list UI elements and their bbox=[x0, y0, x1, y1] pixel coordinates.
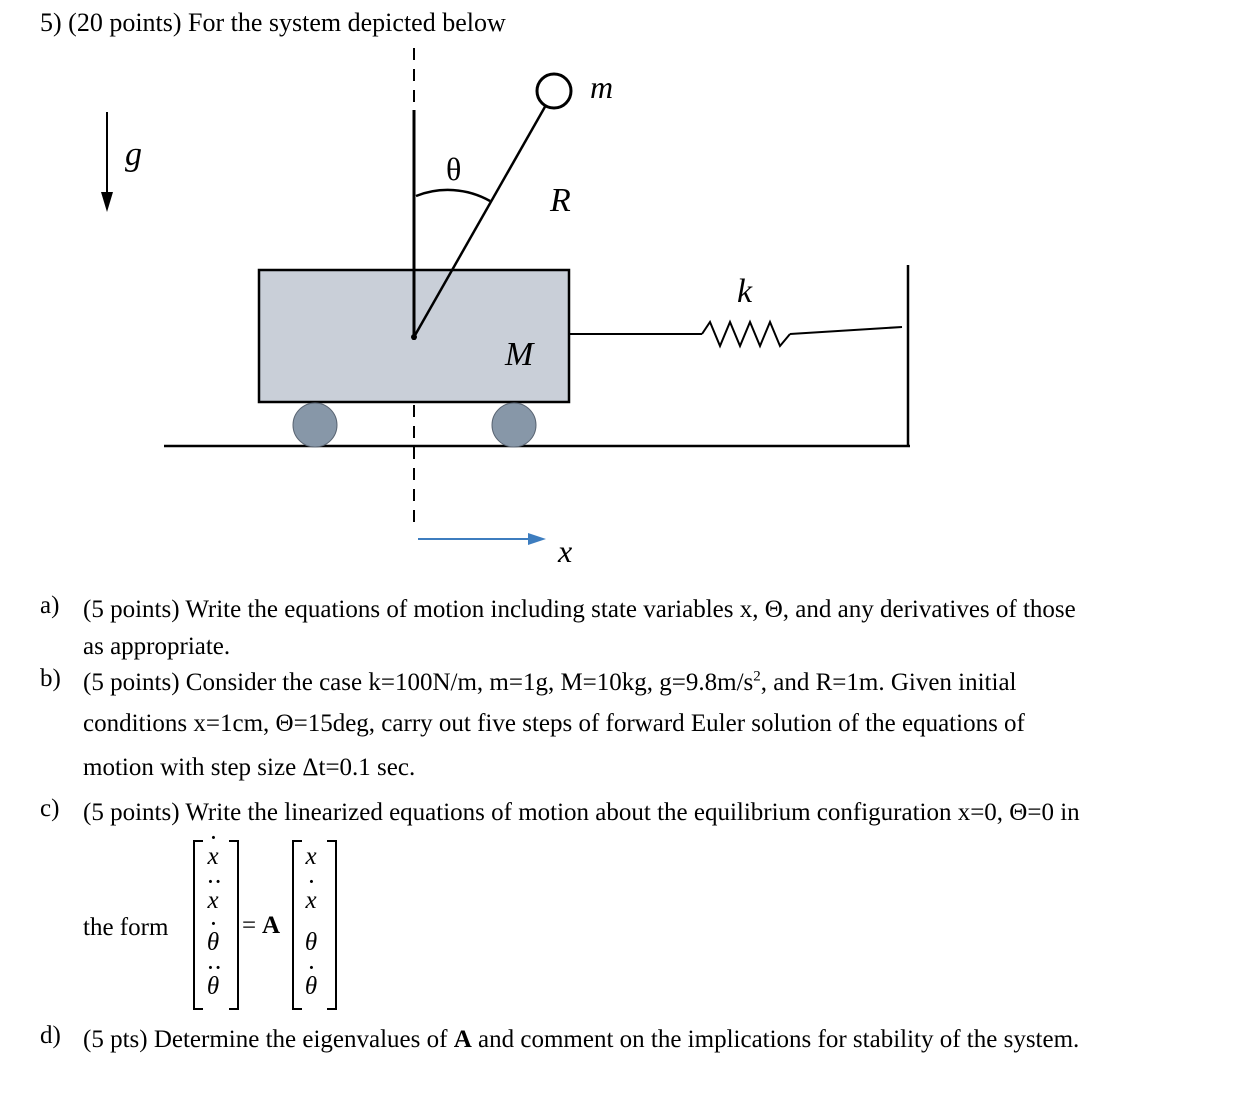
cart-mass-label: M bbox=[505, 336, 534, 373]
pendulum-mass bbox=[537, 74, 571, 108]
part-a-line1: (5 points) Write the equations of motion including state variables x, Θ, and any derivatives of those bbox=[83, 596, 1076, 623]
part-c-line1: (5 points) Write the linearized equations of motion about the equilibrium configuration x=0, Θ=0 in bbox=[83, 799, 1080, 826]
gravity-arrow bbox=[101, 112, 113, 212]
part-b-line1: (5 points) Consider the case k=100N/m, m=1g, M=10kg, $g=9.8m/s^2$, and R=1m. Given initial bbox=[83, 668, 1017, 696]
part-b-line3: motion with step size Δt=0.1 sec. bbox=[83, 754, 416, 781]
equals-sign: = bbox=[242, 912, 257, 939]
problem-heading: 5) (20 points) For the system depicted below bbox=[40, 8, 506, 37]
part-b-line2: conditions x=1cm, Θ=15deg, carry out five steps of forward Euler solution of the equations of bbox=[83, 710, 1025, 737]
pivot bbox=[411, 334, 417, 340]
pendulum-mass-label: m bbox=[590, 69, 614, 105]
part-a-line2: as appropriate. bbox=[83, 633, 231, 660]
spring-constant-label: k bbox=[737, 273, 753, 310]
wheel-right bbox=[492, 403, 536, 447]
part-c-form-label: the form bbox=[83, 914, 169, 941]
wheel-left bbox=[293, 403, 337, 447]
cart-pendulum-figure bbox=[0, 40, 1247, 580]
part-d-text: (5 pts) Determine the eigenvalues of A and comment on the implications for stability of the system. bbox=[83, 1026, 1080, 1053]
angle-arc bbox=[416, 190, 490, 201]
rod-length-label: R bbox=[550, 182, 571, 219]
part-b-marker: b) bbox=[40, 665, 61, 692]
part-a-marker: a) bbox=[40, 592, 60, 619]
angle-label: θ bbox=[446, 151, 462, 187]
x-label: x bbox=[558, 533, 573, 569]
spring bbox=[569, 322, 902, 346]
gravity-label: g bbox=[125, 136, 142, 173]
part-c-marker: c) bbox=[40, 795, 60, 822]
matrix-A: A bbox=[262, 912, 281, 939]
x-displacement-arrow bbox=[418, 533, 546, 545]
part-d-marker: d) bbox=[40, 1022, 61, 1049]
